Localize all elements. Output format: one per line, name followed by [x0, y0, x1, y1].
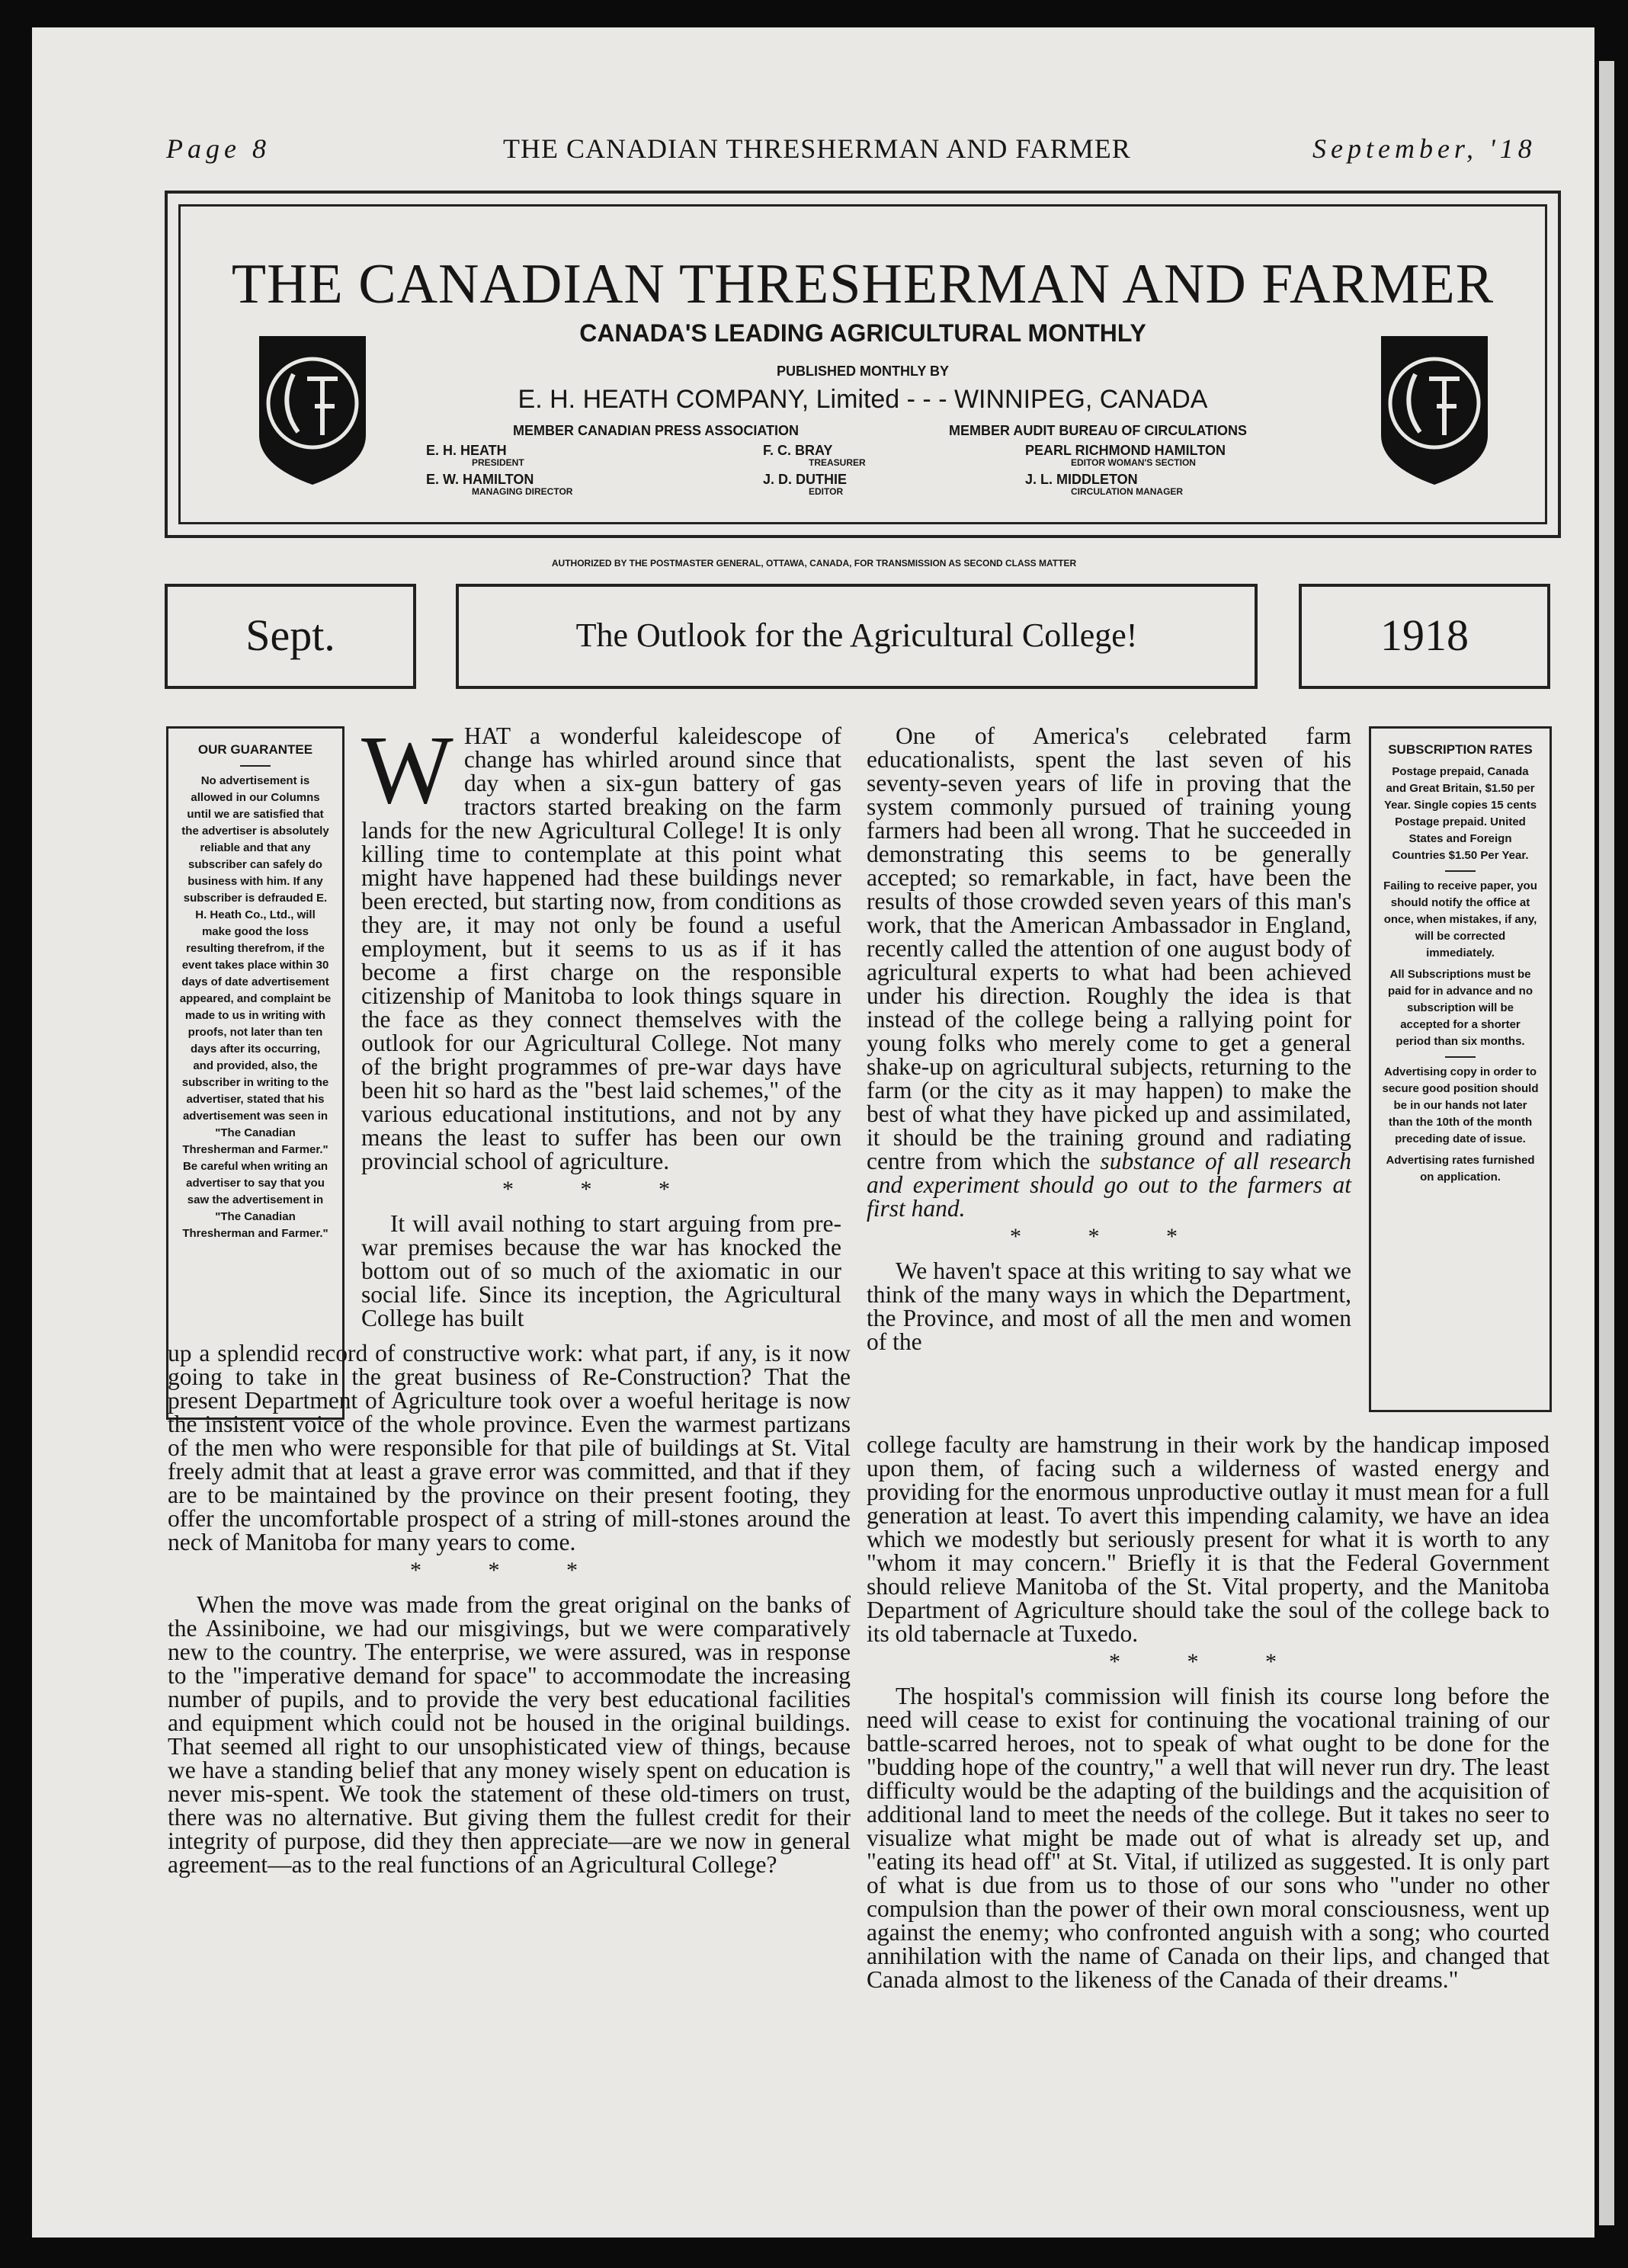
section-divider: * * *: [1109, 1649, 1307, 1674]
subscription-notice: Failing to receive paper, you should notify the office at once, when mistakes, if any, will be corrected immediately.: [1383, 879, 1537, 959]
staff-womans-editor: [1025, 443, 1226, 468]
guarantee-box: [166, 726, 345, 1420]
staff-editor: [763, 472, 847, 497]
guarantee-rule: [240, 765, 271, 767]
year-box: [1299, 584, 1550, 689]
article-column-left-wide: [168, 1341, 851, 1876]
running-head: [0, 133, 1628, 171]
section-divider: * * *: [1010, 1224, 1208, 1249]
article-headline: The Outlook for the Agricultural College!: [575, 617, 1138, 654]
staff-circulation-manager: [1025, 472, 1183, 497]
staff-role: EDITOR WOMAN'S SECTION: [1071, 457, 1196, 468]
staff-role: CIRCULATION MANAGER: [1071, 486, 1184, 497]
drop-cap: W: [361, 716, 453, 824]
year-label: 1918: [1380, 610, 1469, 660]
article-text: One of America's celebrated farm educationalists, spent the last seven of his seventy-seven years of life in proving that the system commonly pursued of training young farmers had been all wrong. That he succeeded in demonstrating this seems to be generally accepted; so remarkable, in fact, have been the results of those crowded seven years of this man's work, that the American Ambassador in England, recently called the attention of one august body of agricultural experts to what had been achieved under his direction. Roughly the idea is that instead of the college being a rallying point for young folks who merely come to get a general shake-up on agricultural subjects, returning to the farm (or the city as it may happen) to make the best of what they have picked up and assimilated, it should be the training ground and radiating centre from which the: [867, 722, 1351, 1174]
article-paragraph: When the move was made from the great original on the banks of the Assiniboine, we had our misgivings, but we were comparatively new to the country. The enterprise, we were assured, was in response to the "imperative demand for space" to accommodate the increasing number of pupils, and to provide the very best educational facilities and equipment which could not be housed in the original buildings. That seemed all right to our unsophisticated view of things, because we have a standing belief that any money wisely spent on education is never mis-spent. We took the statement of these old-timers on trust, there was no alternative. But giving them the fullest credit for their integrity of purpose, did they then appreciate—are we now in general agreement—as to the real functions of an Agricultural College?: [168, 1591, 851, 1878]
staff-name: E. H. HEATH: [426, 443, 507, 458]
article-paragraph: college faculty are hamstrung in their work by the handicap imposed upon them, of facing such a wilderness of wasted energy and providing for the enormous unproductive outlay it must mean for a full generation at least. To avert this impending calamity, we have an idea which we modestly but seriously present for what it is worth to any "whom it may concern." Briefly it is that the Federal Government should relieve Manitoba of the St. Vital property, and the Manitoba Department of Agriculture should take the soul of the college back to its old tabernacle at Tuxedo.: [867, 1431, 1549, 1647]
subscription-heading: SUBSCRIPTION RATES: [1388, 742, 1533, 757]
running-title: THE CANADIAN THRESHERMAN AND FARMER: [503, 133, 1131, 164]
article-paragraph: We haven't space at this writing to say what we think of the many ways in which the Department, the Province, and most of all the men and women of the: [867, 1257, 1351, 1355]
staff-name: PEARL RICHMOND HAMILTON: [1025, 443, 1226, 458]
section-divider: * * *: [502, 1177, 700, 1202]
logo-monogram-left: [248, 321, 377, 489]
staff-treasurer: [763, 443, 866, 468]
second-class-authorization: AUTHORIZED BY THE POSTMASTER GENERAL, OTTAWA, CANADA, FOR TRANSMISSION AS SECOND CLASS MATTER: [551, 558, 1077, 569]
subscription-rule: [1445, 1056, 1476, 1058]
advertising-rates-notice: Advertising rates furnished on application.: [1386, 1154, 1535, 1184]
publisher-line: E. H. HEATH COMPANY, Limited - - - WINNIPEG, CANADA: [518, 385, 1208, 414]
article-text: HAT a wonderful kaleidescope of change has whirled around since that day when a six-gun battery of gas tractors started breaking on the farm lands for the new Agricultural College! It is only killing time to contemplate at this point what might have happened had these buildings never been erected, but starting now, from conditions as they are, it may not only be found a useful employment, but it seems to us as if it has become a first charge on the responsible citizenship of Manitoba to look things square in the face as they connect themselves with the outlook for our Agricultural College. Not many of the bright programmes of pre-war days have been hit so hard as the "best laid schemes," of the various educational institutions, and not by any means the least to suffer has been our own provincial school of agriculture.: [361, 722, 841, 1174]
masthead: [165, 191, 1561, 538]
month-label: Sept.: [245, 610, 335, 660]
article-column-right-narrow: [867, 724, 1351, 1353]
section-divider: * * *: [410, 1558, 608, 1583]
staff-name: F. C. BRAY: [763, 443, 833, 458]
article-paragraph: [361, 716, 841, 1174]
staff-managing-director: [426, 472, 572, 497]
advertising-copy-notice: Advertising copy in order to secure good position should be in our hands not later than the 10th of the month preceding date of issue.: [1382, 1065, 1539, 1145]
logo-monogram-right: [1370, 321, 1499, 489]
staff-name: E. W. HAMILTON: [426, 472, 534, 487]
staff-role: TREASURER: [809, 457, 866, 468]
staff-name: J. L. MIDDLETON: [1025, 472, 1138, 487]
subscription-rates-box: [1369, 726, 1552, 1412]
subscription-terms: All Subscriptions must be paid for in advance and no subscription will be accepted for a shorter period than six months.: [1387, 968, 1533, 1048]
article-italic-text: substance of all research and experiment should go out to the farmers at first hand.: [867, 1148, 1352, 1222]
press-association: MEMBER CANADIAN PRESS ASSOCIATION: [513, 423, 800, 438]
subscription-prices: Postage prepaid, Canada and Great Britain, $1.50 per Year. Single copies 15 cents Postage prepaid. United States and Foreign Countries $1.50 Per Year.: [1383, 765, 1537, 862]
subscription-rule: [1445, 870, 1476, 872]
guarantee-heading: OUR GUARANTEE: [197, 742, 313, 757]
article-column-right-wide: [867, 1433, 1549, 1991]
article-paragraph: The hospital's commission will finish its course long before the need will cease to exist for continuing the vocational training of our battle-scarred heroes, not to speak of what ought to be done for the "budding hope of the country," a well that will never run dry. The least difficulty would be the adapting of the buildings and the acquisition of additional land to meet the needs of the college. But it takes no seer to visualize what might be made out of what is already set up, and "eating its head off" at St. Vital, if utilized as suggested. It is only part of what is due from us to those of our sons who "under no other compulsion than the power of their own moral consciousness, went up against the enemy; who confronted anguish with a song; who courted annihilation with the name of Canada on their lips, and changed that Canada almost to the likeness of the Canada of their dreams.": [867, 1683, 1549, 1993]
staff-president: [426, 443, 524, 468]
staff-role: EDITOR: [809, 486, 844, 497]
article-paragraph: up a splendid record of constructive work: what part, if any, is it now going to take in the great business of Re-Construction? That the present Department of Agriculture took over a woeful heritage is now the insistent voice of the whole province. Even the warmest partizans of the men who were responsible for that pile of buildings at St. Vital freely admit that at least a grave error was committed, and that if they are to be maintained by the province on their present footing, they offer the uncomfortable prospect of a string of mill-stones around the neck of Manitoba for many years to come.: [168, 1340, 851, 1555]
headline-box: [456, 584, 1258, 689]
masthead-subtitle: CANADA'S LEADING AGRICULTURAL MONTHLY: [579, 319, 1146, 347]
masthead-title: THE CANADIAN THRESHERMAN AND FARMER: [231, 253, 1495, 316]
published-by-label: PUBLISHED MONTHLY BY: [776, 364, 950, 379]
page-number: Page 8: [166, 133, 271, 164]
article-paragraph: [867, 724, 1351, 1220]
article-paragraph: It will avail nothing to start arguing from pre-war premises because the war has knocked the bottom out of so much of the axiomatic in our social life. Since its inception, the Agricultural College has built: [361, 1210, 841, 1331]
audit-bureau: MEMBER AUDIT BUREAU OF CIRCULATIONS: [949, 423, 1247, 438]
month-box: [165, 584, 416, 689]
staff-name: J. D. DUTHIE: [763, 472, 848, 487]
article-column-left-narrow: [361, 716, 841, 1331]
staff-role: PRESIDENT: [472, 457, 524, 468]
masthead-inner-border: [178, 204, 1547, 524]
guarantee-text: No advertisement is allowed in our Columns until we are satisfied that the advertiser is absolutely reliable and that any subscriber can safely do business with him. If any subscriber is defrauded E. H. Heath Co., Ltd., will make good the loss resulting therefrom, if the event takes place within 30 days of date advertisement appeared, and complaint be made to us in writing with proofs, not later than ten days after its occurring, and provided, also, the subscriber in writing to the advertiser, stated that his advertisement was seen in "The Canadian Thresherman and Farmer." Be careful when writing an advertiser to say that you saw the advertisement in "The Canadian Thresherman and Farmer.": [179, 774, 332, 1240]
adjacent-page-strip: [1599, 61, 1614, 2225]
issue-date: September, '18: [1312, 133, 1537, 164]
staff-role: MANAGING DIRECTOR: [472, 486, 573, 497]
